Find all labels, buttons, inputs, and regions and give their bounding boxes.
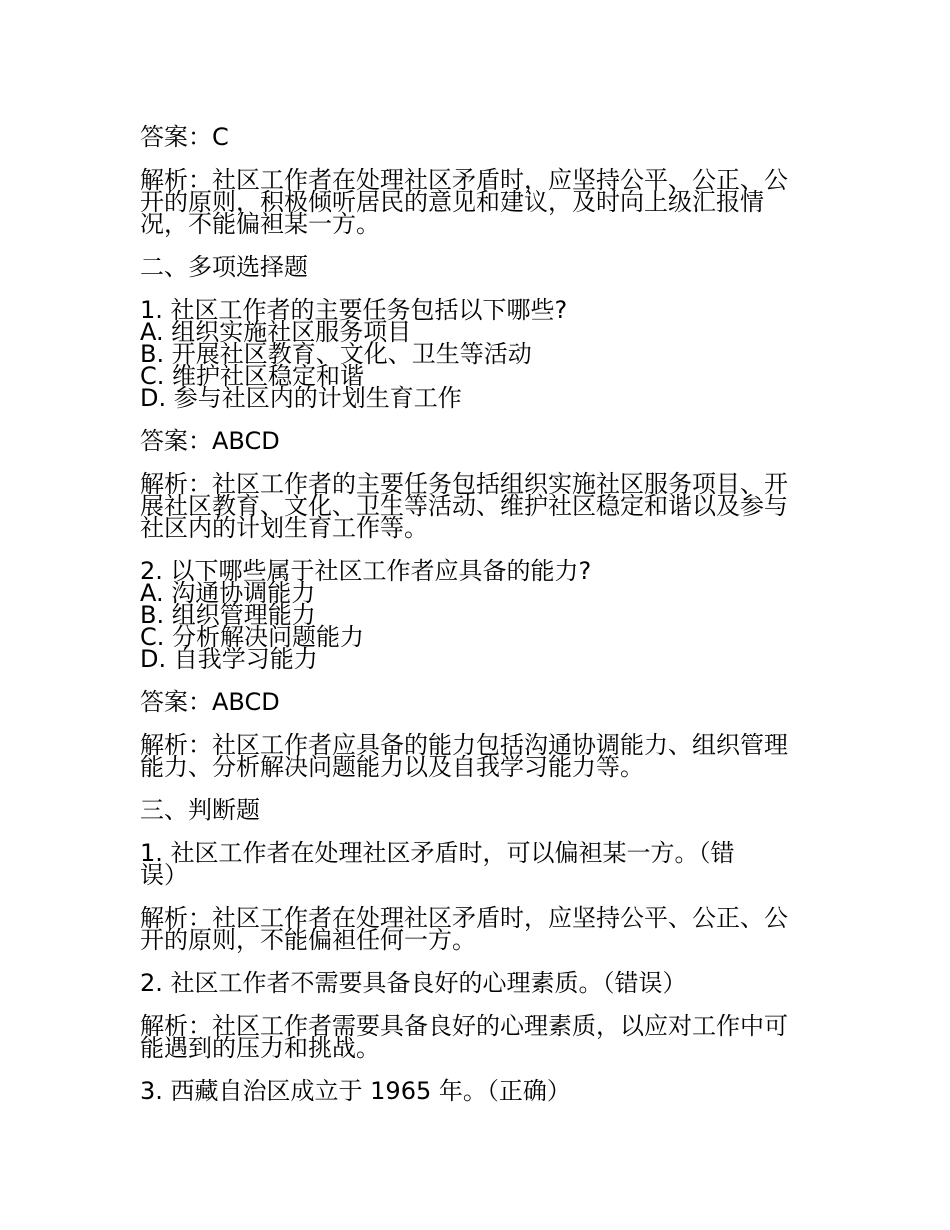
answer-block: [140, 427, 812, 455]
analysis-block: [140, 1012, 812, 1062]
document-body: [140, 123, 812, 1123]
analysis-block: [140, 904, 812, 954]
question-stem: 1. 社区工作者的主要任务包括以下哪些?: [140, 296, 568, 324]
question-stem: 1. 社区工作者在处理社区矛盾时，可以偏袒某一方。（错: [140, 839, 735, 867]
analysis-line: 能遇到的压力和挑战。: [140, 1034, 380, 1062]
answer-line: 答案：ABCD: [140, 427, 280, 455]
analysis-line: 况，不能偏袒某一方。: [140, 210, 380, 238]
analysis-line: 解析：社区工作者在处理社区矛盾时，应坚持公平、公正、公: [140, 166, 788, 194]
question-option: A. 组织实施社区服务项目: [140, 318, 412, 346]
question-block: [140, 1077, 812, 1105]
analysis-block: [140, 470, 812, 542]
question-option: D. 自我学习能力: [140, 645, 318, 673]
answer-block: [140, 688, 812, 716]
question-option: B. 开展社区教育、文化、卫生等活动: [140, 340, 532, 368]
question-stem: 误）: [140, 861, 188, 889]
question-stem: 3. 西藏自治区成立于 1965 年。（正确）: [140, 1077, 571, 1105]
question-stem: 2. 以下哪些属于社区工作者应具备的能力?: [140, 557, 592, 585]
question-option: C. 维护社区稳定和谐: [140, 362, 365, 390]
section-heading-text: 三、判断题: [140, 796, 260, 824]
analysis-block: [140, 166, 812, 238]
answer-line: 答案：C: [140, 123, 229, 151]
section-heading-text: 二、多项选择题: [140, 253, 308, 281]
analysis-line: 开的原则，不能偏袒任何一方。: [140, 926, 476, 954]
analysis-block: [140, 731, 812, 781]
question-option: C. 分析解决问题能力: [140, 623, 365, 651]
question-block: [140, 839, 812, 889]
analysis-line: 解析：社区工作者的主要任务包括组织实施社区服务项目、开: [140, 470, 788, 498]
analysis-line: 展社区教育、文化、卫生等活动、维护社区稳定和谐以及参与: [140, 492, 788, 520]
question-option: D. 参与社区内的计划生育工作: [140, 384, 462, 412]
answer-block: [140, 123, 812, 151]
question-option: A. 沟通协调能力: [140, 579, 316, 607]
analysis-line: 能力、分析解决问题能力以及自我学习能力等。: [140, 753, 644, 781]
analysis-line: 开的原则，积极倾听居民的意见和建议，及时向上级汇报情: [140, 188, 764, 216]
question-block: [140, 557, 812, 673]
analysis-line: 解析：社区工作者需要具备良好的心理素质，以应对工作中可: [140, 1012, 788, 1040]
analysis-line: 解析：社区工作者在处理社区矛盾时，应坚持公平、公正、公: [140, 904, 788, 932]
answer-line: 答案：ABCD: [140, 688, 280, 716]
section-heading: [140, 253, 812, 281]
question-option: B. 组织管理能力: [140, 601, 316, 629]
section-heading: [140, 796, 812, 824]
question-block: [140, 296, 812, 412]
analysis-line: 解析：社区工作者应具备的能力包括沟通协调能力、组织管理: [140, 731, 788, 759]
question-stem: 2. 社区工作者不需要具备良好的心理素质。（错误）: [140, 969, 687, 997]
question-block: [140, 969, 812, 997]
analysis-line: 社区内的计划生育工作等。: [140, 514, 428, 542]
